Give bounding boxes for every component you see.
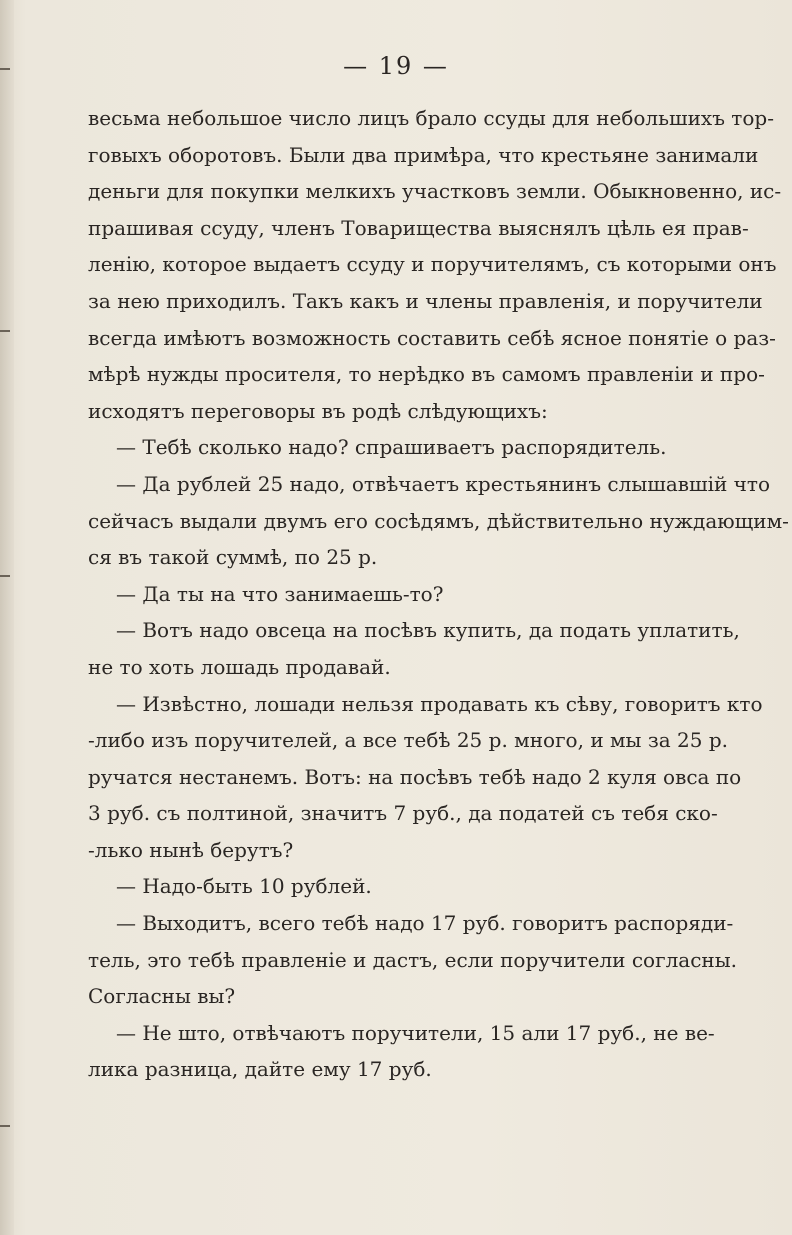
text-line: — Надо-быть 10 рублей. [116,874,372,899]
binding-edge [0,0,14,1235]
text-line: -либо изъ поручителей, а все тебѣ 25 р. много, и мы за 25 р. [88,728,728,753]
text-line: — Извѣстно, лошади нельзя продавать къ сѣву, говоритъ кто [116,691,763,716]
text-line: весьма небольшое число лицъ брало ссуды для небольшихъ тор- [88,106,774,130]
text-line: тель, это тебѣ правленіе и дастъ, если поручители согласны. [88,947,738,972]
text-line: не то хоть лошадь продавай. [88,654,391,679]
text-line: — Не што, отвѣчаютъ поручители, 15 али 17 руб., не ве- [116,1020,715,1045]
text-line: говыхъ оборотовъ. Были два примѣра, что крестьяне занимали [88,142,759,167]
text-line: — Тебѣ сколько надо? спрашиваетъ распорядитель. [116,435,667,460]
body-text [88,100,789,1088]
text-line: — Да рублей 25 надо, отвѣчаетъ крестьянинъ слышавшій что [116,471,771,496]
page-number: — 19 — [343,52,449,80]
text-line: — Да ты на что занимаешь-то? [116,581,444,606]
edge-mark [0,575,10,577]
text-line: за нею приходилъ. Такъ какъ и члены правленія, и поручители [88,288,763,313]
text-line: Согласны вы? [88,984,236,1009]
text-line: сейчасъ выдали двумъ его сосѣдямъ, дѣйствительно нуждающим- [88,508,789,533]
text-line: исходятъ переговоры въ родѣ слѣдующихъ: [88,398,548,423]
text-line: -лько нынѣ берутъ? [88,837,294,862]
text-line: деньги для покупки мелкихъ участковъ земли. Обыкновенно, ис- [88,179,782,204]
text-line: всегда имѣютъ возможность составить себѣ ясное понятіе о раз- [88,325,776,350]
text-line: мѣрѣ нужды просителя, то нерѣдко въ самомъ правленіи и про- [88,362,765,387]
text-line: — Вотъ надо овсеца на посѣвъ купить, да подать уплатить, [116,618,740,643]
text-line: ся въ такой суммѣ, по 25 р. [88,545,378,570]
text-line: 3 руб. съ полтиной, значитъ 7 руб., да податей съ тебя ско- [88,801,718,826]
text-line: ручатся нестанемъ. Вотъ: на посѣвъ тебѣ надо 2 куля овса по [88,764,742,789]
text-line: — Выходитъ, всего тебѣ надо 17 руб. говоритъ распоряди- [116,911,734,936]
text-line: лика разница, дайте ему 17 руб. [88,1057,432,1082]
text-line: ленію, которое выдаетъ ссуду и поручителямъ, съ которыми онъ [88,252,777,277]
edge-mark [0,1125,10,1127]
text-line: прашивая ссуду, членъ Товарищества выяснялъ цѣль ея прав- [88,215,749,240]
edge-mark [0,330,10,332]
